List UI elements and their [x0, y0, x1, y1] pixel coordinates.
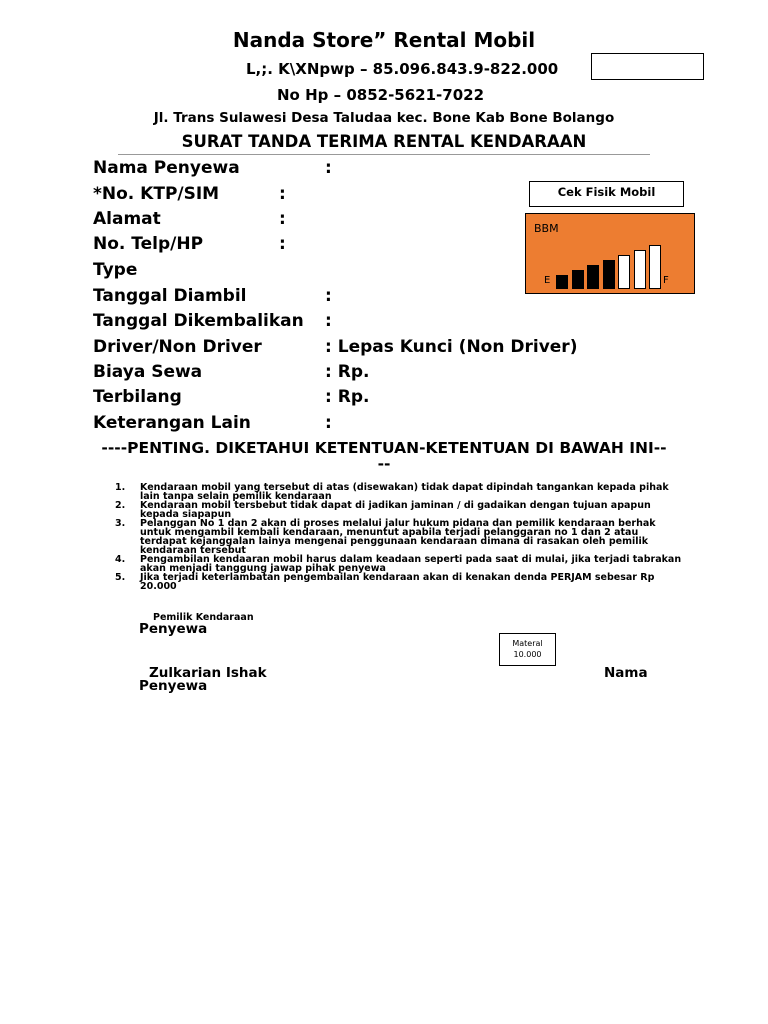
field-ktp-sim: [93, 184, 286, 204]
rule-text: Kendaraan mobil tersbebut tidak dapat di jadikan jaminan / di gadaikan dengan tujuan apapun kepada siapapun: [140, 500, 651, 520]
field-colon: :: [325, 337, 332, 357]
fuel-bar: [618, 255, 630, 289]
field-tanggal-diambil: [93, 286, 332, 306]
field-label: Tanggal Dikembalikan: [93, 311, 304, 331]
field-type: [93, 260, 137, 280]
field-label: Biaya Sewa: [93, 362, 203, 382]
owner-label: Pemilik Kendaraan: [153, 612, 254, 623]
bbm-label: BBM: [534, 222, 559, 235]
field-colon-value: [325, 362, 369, 382]
rule-number: 5.: [115, 572, 126, 583]
field-driver: [93, 337, 578, 357]
fuel-bar: [649, 245, 661, 289]
rule-item: [115, 573, 685, 591]
field-label: *No. KTP/SIM: [93, 184, 220, 204]
fuel-gauge-panel: [525, 213, 695, 294]
field-colon: :: [325, 387, 332, 407]
field-label: No. Telp/HP: [93, 234, 204, 254]
phone-line: No Hp – 0852-5621-7022: [277, 86, 485, 104]
fuel-bar: [587, 265, 599, 289]
store-title: Nanda Store” Rental Mobil: [232, 28, 536, 52]
field-label: Alamat: [93, 209, 161, 229]
field-terbilang: [93, 387, 370, 407]
owner-name: Zulkarian Ishak: [149, 665, 267, 681]
renter-label-secondary: Penyewa: [139, 678, 208, 694]
fuel-bar: [556, 275, 568, 289]
renter-label: Penyewa: [139, 621, 208, 637]
field-label: Nama Penyewa: [93, 158, 240, 178]
rule-item: [115, 501, 685, 519]
rule-text: Pengambilan kendaaran mobil harus dalam keadaan seperti pada saat di mulai, jika terjadi tabrakan akan menjadi tanggung jawap pihak penyewa: [140, 554, 682, 574]
field-colon: :: [279, 209, 286, 229]
fuel-bar: [603, 260, 615, 289]
field-label: Driver/Non Driver: [93, 337, 262, 357]
reference-box: [591, 53, 704, 80]
rule-item: [115, 483, 685, 501]
title-divider: [118, 154, 650, 155]
npwp-line: L,;. K\XNpwp – 85.096.843.9-822.000: [246, 60, 559, 78]
fuel-full-label: F: [663, 275, 669, 286]
store-address: Jl. Trans Sulawesi Desa Taludaa kec. Bone Kab Bone Bolango: [153, 110, 615, 126]
cek-fisik-mobil-box: Cek Fisik Mobil: [529, 181, 684, 207]
rule-number: 1.: [115, 482, 126, 493]
field-nama-penyewa: [93, 158, 332, 178]
rules-list: [115, 483, 685, 591]
document-title: SURAT TANDA TERIMA RENTAL KENDARAAN: [181, 132, 587, 151]
materai-stamp-box: [499, 633, 556, 666]
field-colon: :: [325, 158, 332, 178]
field-telp-hp: [93, 234, 286, 254]
field-colon: :: [325, 286, 332, 306]
rule-text: Pelanggan No 1 dan 2 akan di proses melalui jalur hukum pidana dan pemilik kendaraan berhak untuk mengambil kembali kendaraan, menuntut apabila terjadi pelanggaran no 1 dan 2 atau terdapat kejanggalan lainya mengenai penggunaan kendaraan dimana di rasakan oleh pemilik kendaraan tersebut: [140, 518, 656, 556]
rule-item: [115, 519, 685, 555]
field-colon: :: [279, 234, 286, 254]
field-label: Type: [93, 260, 138, 280]
field-biaya-sewa: [93, 362, 370, 382]
field-alamat: [93, 209, 286, 229]
field-value: Rp.: [337, 387, 370, 407]
fuel-bar: [634, 250, 646, 289]
rule-text: Kendaraan mobil yang tersebut di atas (disewakan) tidak dapat dipindah tangankan kepada pihak lain tanpa selain pemilik kendaraan: [140, 482, 669, 502]
important-heading: ----PENTING. DIKETAHUI KETENTUAN-KETENTUAN DI BAWAH INI----: [101, 439, 667, 473]
field-label: Tanggal Diambil: [93, 286, 247, 306]
stamp-line-2: 10.000: [513, 650, 542, 659]
field-colon: :: [325, 413, 332, 433]
field-colon: :: [325, 362, 332, 382]
field-colon-value: [325, 387, 369, 407]
field-value: Lepas Kunci (Non Driver): [337, 337, 578, 357]
renter-name-label: Nama: [604, 665, 648, 681]
rule-number: 3.: [115, 518, 126, 529]
fuel-bar: [572, 270, 584, 289]
rule-number: 2.: [115, 500, 126, 511]
field-keterangan-lain: [93, 413, 332, 433]
rule-text: Jika terjadi keterlambatan pengembailan kendaraan akan di kenakan denda PERJAM sebesar Rp 20.000: [140, 572, 655, 592]
stamp-line-1: Materal: [512, 639, 543, 648]
field-tanggal-dikembalikan: [93, 311, 332, 331]
rule-number: 4.: [115, 554, 126, 565]
field-colon: :: [279, 184, 286, 204]
field-label: Terbilang: [93, 387, 182, 407]
field-colon-value: [325, 337, 577, 357]
rule-item: [115, 555, 685, 573]
field-value: Rp.: [337, 362, 370, 382]
field-colon: :: [325, 311, 332, 331]
fuel-empty-label: E: [544, 275, 551, 286]
field-label: Keterangan Lain: [93, 413, 251, 433]
